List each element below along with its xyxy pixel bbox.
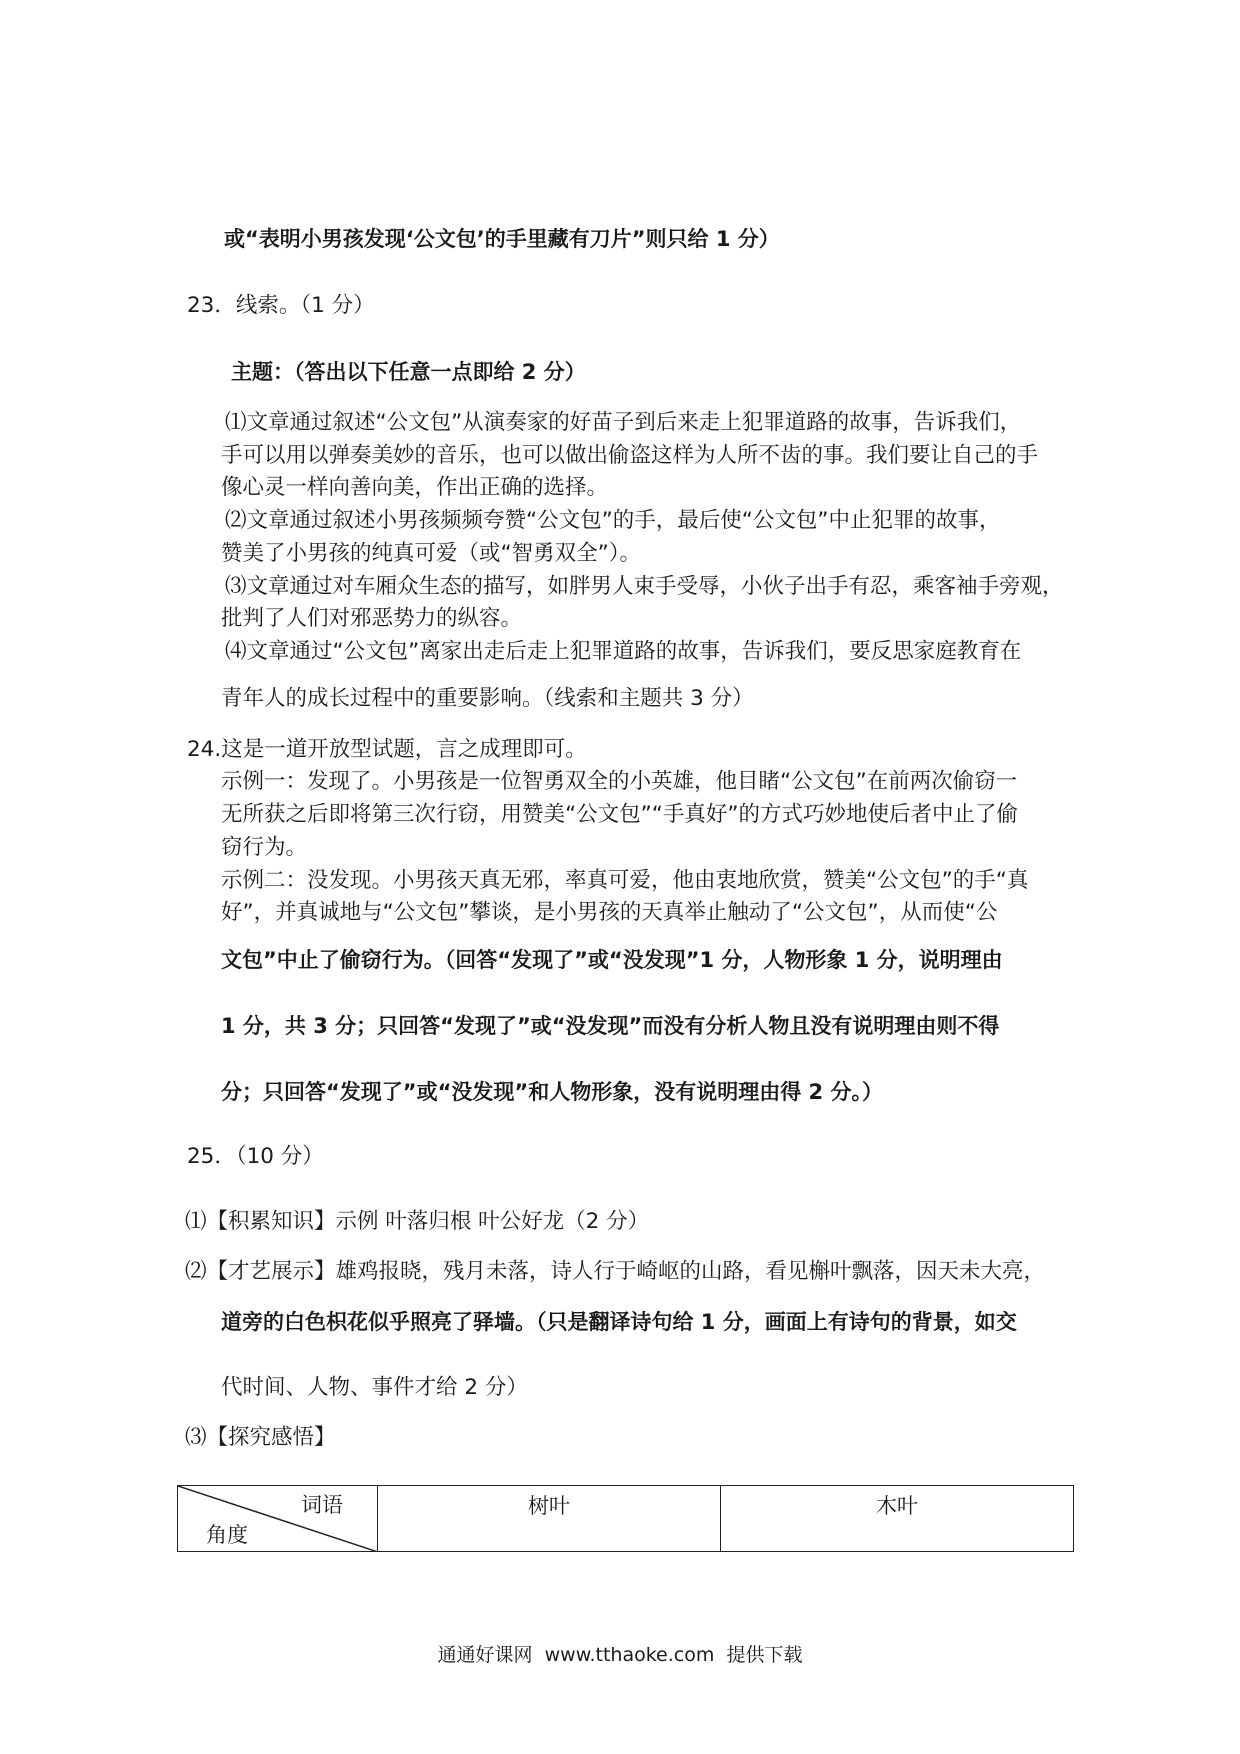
text-line: 示例二：没发现。小男孩天真无邪，率真可爱，他由衷地欣赏，赞美“公文包”的手“真 xyxy=(221,868,1029,893)
text-line: ⑶文章通过对车厢众生态的描写，如胖男人束手受辱，小伙子出手有忍，乘客袖手旁观， xyxy=(225,574,1064,599)
text-line: 窃行为。 xyxy=(221,835,308,860)
page-footer: 通通好课网 www.tthaoke.com 提供下载 xyxy=(437,1644,803,1666)
text-line: 示例一：发现了。小男孩是一位智勇双全的小英雄，他目睹“公文包”在前两次偷窃一 xyxy=(221,769,1018,794)
text-line: 代时间、人物、事件才给 2 分） xyxy=(221,1375,528,1400)
text-line: 青年人的成长过程中的重要影响。（线索和主题共 3 分） xyxy=(221,686,754,711)
text-line: 分；只回答“发现了”或“没发现”和人物形象，没有说明理由得 2 分。） xyxy=(221,1080,883,1104)
text-line: ⑵文章通过叙述小男孩频频夸赞“公文包”的手，最后使“公文包”中止犯罪的故事， xyxy=(225,508,1001,533)
text-line: 23．线索。（1 分） xyxy=(187,293,375,318)
text-line: 或“表明小男孩发现‘公文包’的手里藏有刀片”则只给 1 分） xyxy=(224,227,780,251)
text-line: ⑷文章通过“公文包”离家出走后走上犯罪道路的故事，告诉我们，要反思家庭教育在 xyxy=(225,639,1022,664)
text-line: 25．（10 分） xyxy=(187,1144,324,1169)
text-line: 24.这是一道开放型试题，言之成理即可。 xyxy=(187,737,587,762)
text-line: 批判了人们对邪恶势力的纵容。 xyxy=(221,606,523,631)
text-line: ⑵【才艺展示】雄鸡报晓，残月未落，诗人行于崎岖的山路，看见槲叶飘落，因天未大亮， xyxy=(185,1259,1046,1284)
text-line: 像心灵一样向善向美，作出正确的选择。 xyxy=(221,475,609,500)
header-muye: 木叶 xyxy=(721,1486,1074,1552)
text-line: ⑴【积累知识】示例 叶落归根 叶公好龙（2 分） xyxy=(185,1209,650,1234)
text-line: 赞美了小男孩的纯真可爱（或“智勇双全”）。 xyxy=(221,541,642,566)
text-line: 无所获之后即将第三次行窃，用赞美“公文包”“手真好”的方式巧妙地使后者中止了偷 xyxy=(221,802,1019,827)
text-line: 道旁的白色枳花似乎照亮了驿墙。（只是翻译诗句给 1 分，画面上有诗句的背景，如交 xyxy=(221,1310,1017,1334)
text-line: 1 分，共 3 分；只回答“发现了”或“没发现”而没有分析人物且没有说明理由则不得 xyxy=(221,1014,1000,1038)
text-line: ⑶【探究感悟】 xyxy=(185,1425,336,1450)
text-line: 手可以用以弹奏美妙的音乐，也可以做出偷盗这样为人所不齿的事。我们要让自己的手 xyxy=(221,443,1039,468)
text-line: ⑴文章通过叙述“公文包”从演奏家的好苗子到后来走上犯罪道路的故事，告诉我们， xyxy=(225,410,1022,435)
header-word: 词语 xyxy=(301,1493,343,1517)
diagonal-header-cell xyxy=(178,1486,378,1552)
inquiry-table xyxy=(177,1485,1074,1552)
header-shuye: 树叶 xyxy=(378,1486,721,1552)
text-line: 文包”中止了偷窃行为。（回答“发现了”或“没发现”1 分，人物形象 1 分，说明理由 xyxy=(221,948,1003,972)
text-line: 好”，并真诚地与“公文包”攀谈，是小男孩的天真举止触动了“公文包”，从而使“公 xyxy=(221,900,998,925)
text-line: 主题：（答出以下任意一点即给 2 分） xyxy=(231,360,586,384)
header-angle: 角度 xyxy=(206,1523,248,1547)
